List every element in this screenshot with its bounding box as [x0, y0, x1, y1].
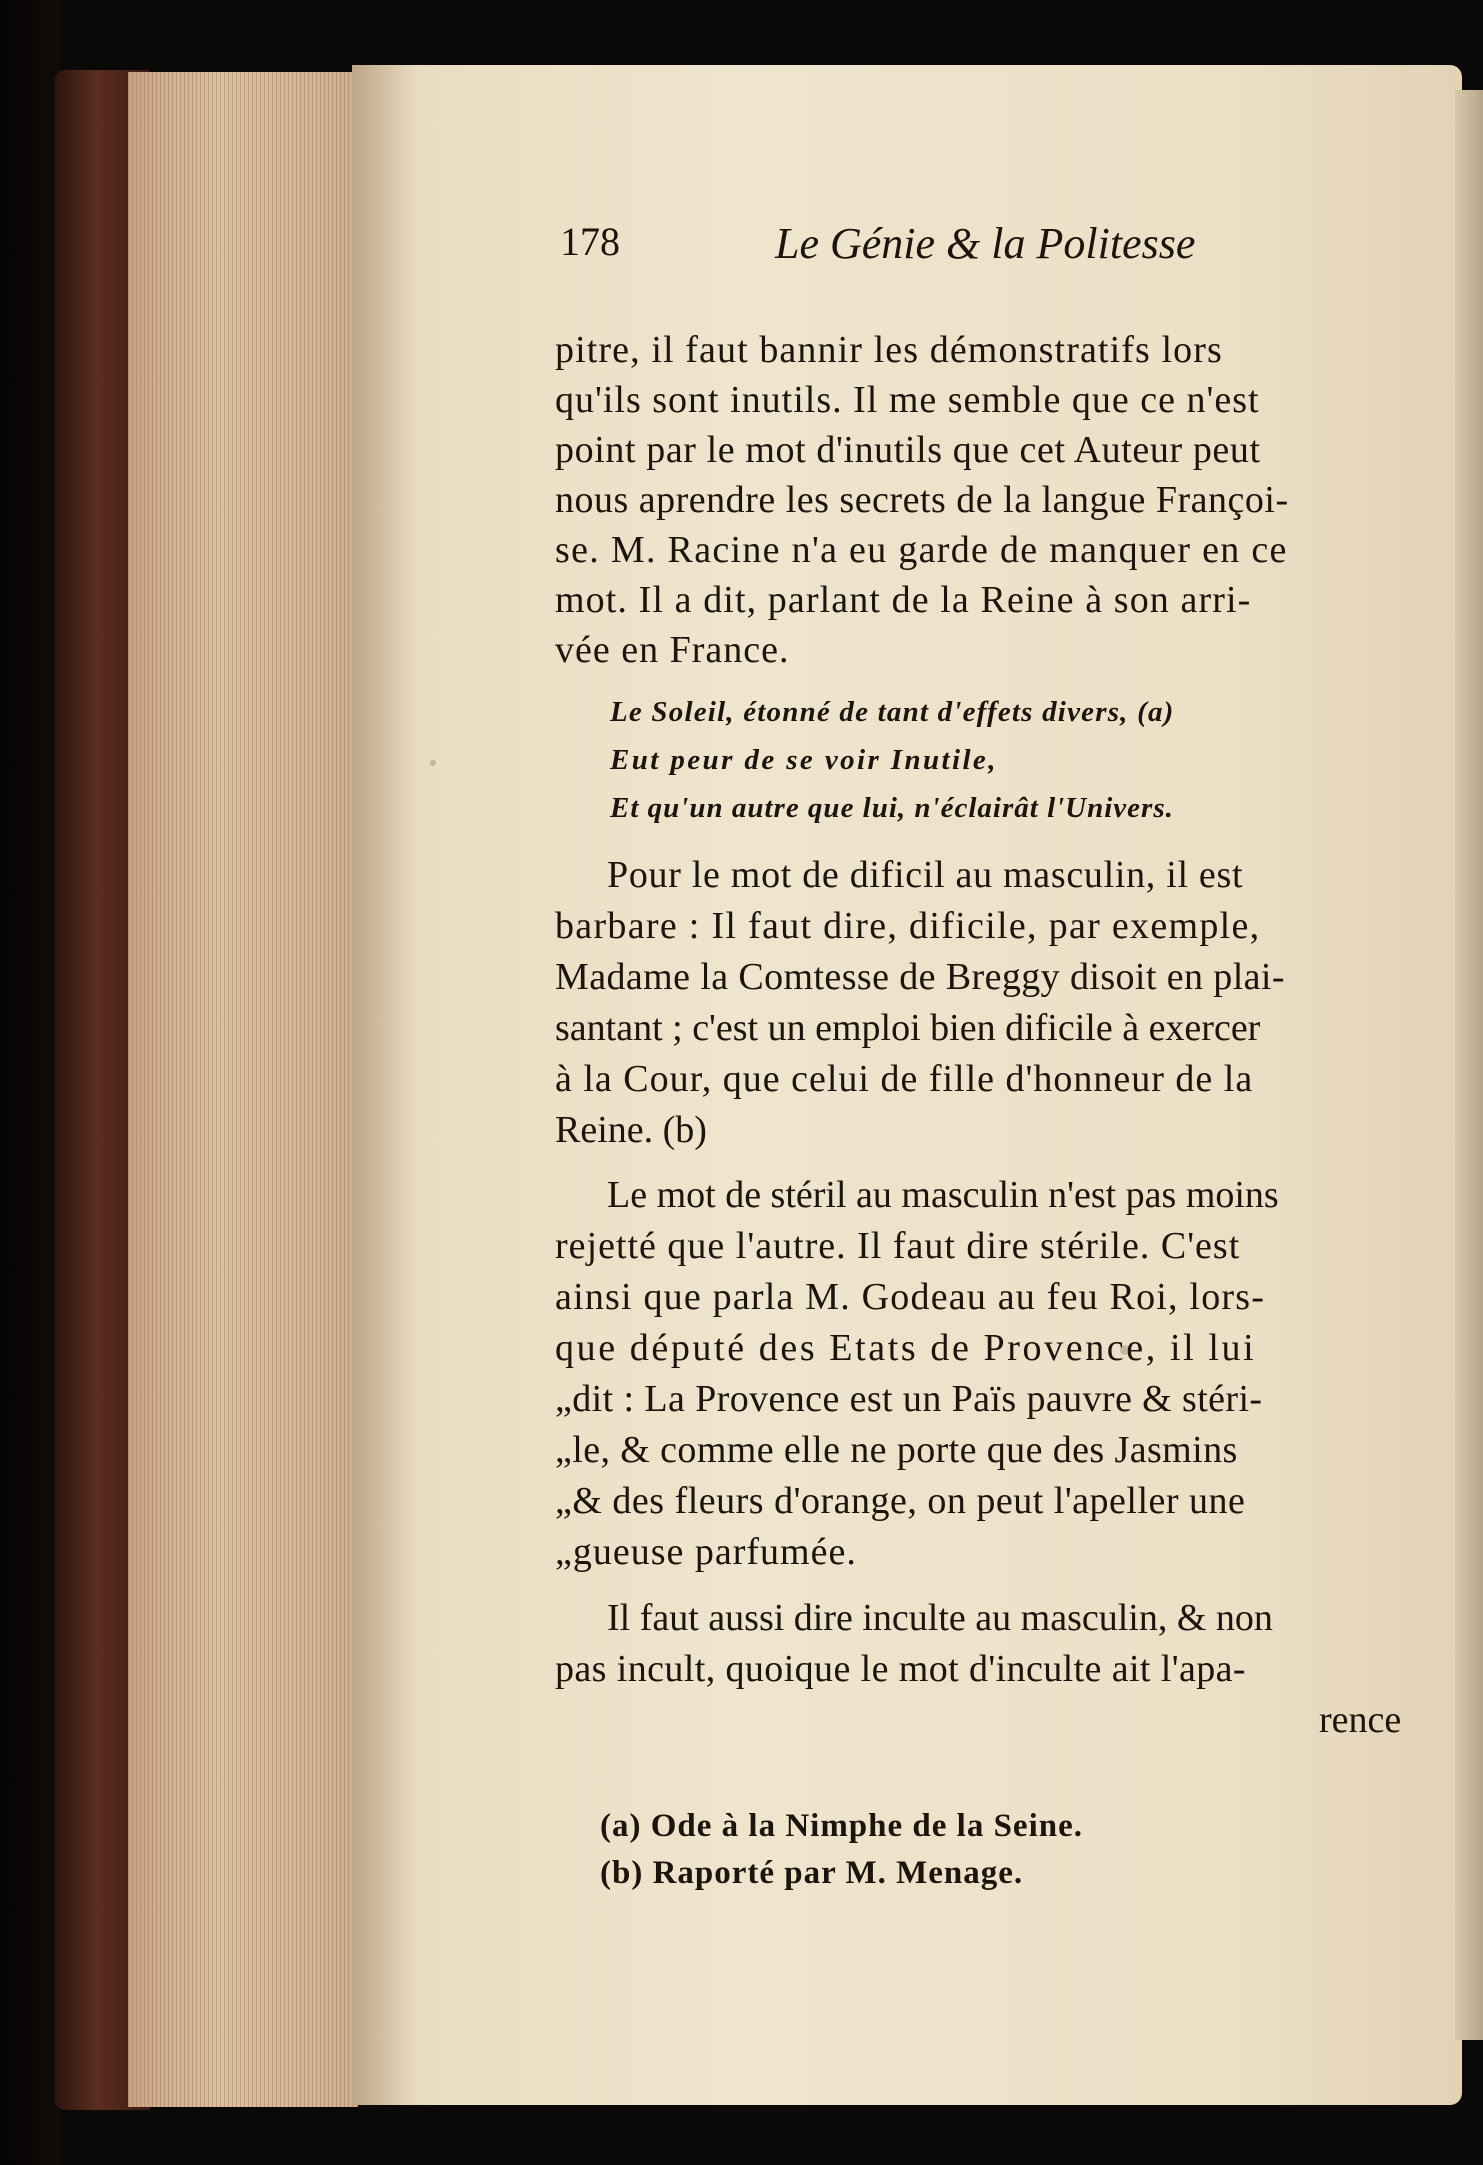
text-line: se. M. Racine n'a eu garde de manquer en ce: [555, 529, 1288, 571]
text-line: point par le mot d'inutils que cet Auteur peut: [555, 429, 1261, 471]
text-line: „dit : La Provence est un Païs pauvre & stéri-: [555, 1378, 1263, 1420]
page-stain: [430, 760, 436, 766]
page-number: 178: [560, 219, 620, 264]
verse-line: Et qu'un autre que lui, n'éclairât l'Univers.: [610, 792, 1174, 824]
text-line: Pour le mot de dificil au masculin, il est: [607, 854, 1244, 896]
text-line: mot. Il a dit, parlant de la Reine à son arri-: [555, 579, 1252, 621]
text-line: pitre, il faut bannir les démonstratifs lors: [555, 329, 1223, 371]
footnote: (a) Ode à la Nimphe de la Seine.: [600, 1808, 1083, 1844]
footnote: (b) Raporté par M. Menage.: [600, 1855, 1024, 1891]
facing-page-edge: [1455, 90, 1483, 2040]
text-line: Madame la Comtesse de Breggy disoit en plai-: [555, 956, 1285, 998]
text-line: vée en France.: [555, 629, 790, 671]
text-line: „le, & comme elle ne porte que des Jasmins: [555, 1429, 1238, 1471]
catchword: rence: [1319, 1699, 1402, 1741]
text-line: santant ; c'est un emploi bien dificile à exercer: [555, 1007, 1261, 1049]
page-body: [555, 328, 1425, 1891]
text-line: rejetté que l'autre. Il faut dire stérile. C'est: [555, 1225, 1241, 1267]
text-line: pas incult, quoique le mot d'inculte ait l'apa-: [555, 1648, 1246, 1690]
text-line: Il faut aussi dire inculte au masculin, & non: [607, 1597, 1273, 1639]
text-line: „gueuse parfumée.: [555, 1531, 857, 1573]
verse-line: Le Soleil, étonné de tant d'effets divers, (a): [610, 696, 1175, 728]
text-line: Reine. (b): [555, 1109, 707, 1151]
text-line: que député des Etats de Provence, il lui: [555, 1327, 1257, 1369]
text-line: ainsi que parla M. Godeau au feu Roi, lors-: [555, 1276, 1266, 1318]
text-line: barbare : Il faut dire, dificile, par exemple,: [555, 905, 1261, 947]
running-title: Le Génie & la Politesse: [775, 219, 1196, 268]
page-gutter-shadow: [352, 65, 422, 2105]
text-line: „& des fleurs d'orange, on peut l'apeller une: [555, 1480, 1246, 1522]
text-line: à la Cour, que celui de fille d'honneur de la: [555, 1058, 1254, 1100]
text-line: Le mot de stéril au masculin n'est pas moins: [607, 1174, 1279, 1216]
verse-line: Eut peur de se voir Inutile,: [610, 744, 998, 776]
page-block-edges: [128, 72, 358, 2107]
background: [0, 0, 60, 2165]
text-line: qu'ils sont inutils. Il me semble que ce n'est: [555, 379, 1260, 421]
page-header: [560, 218, 1340, 278]
text-line: nous aprendre les secrets de la langue Françoi-: [555, 479, 1289, 521]
